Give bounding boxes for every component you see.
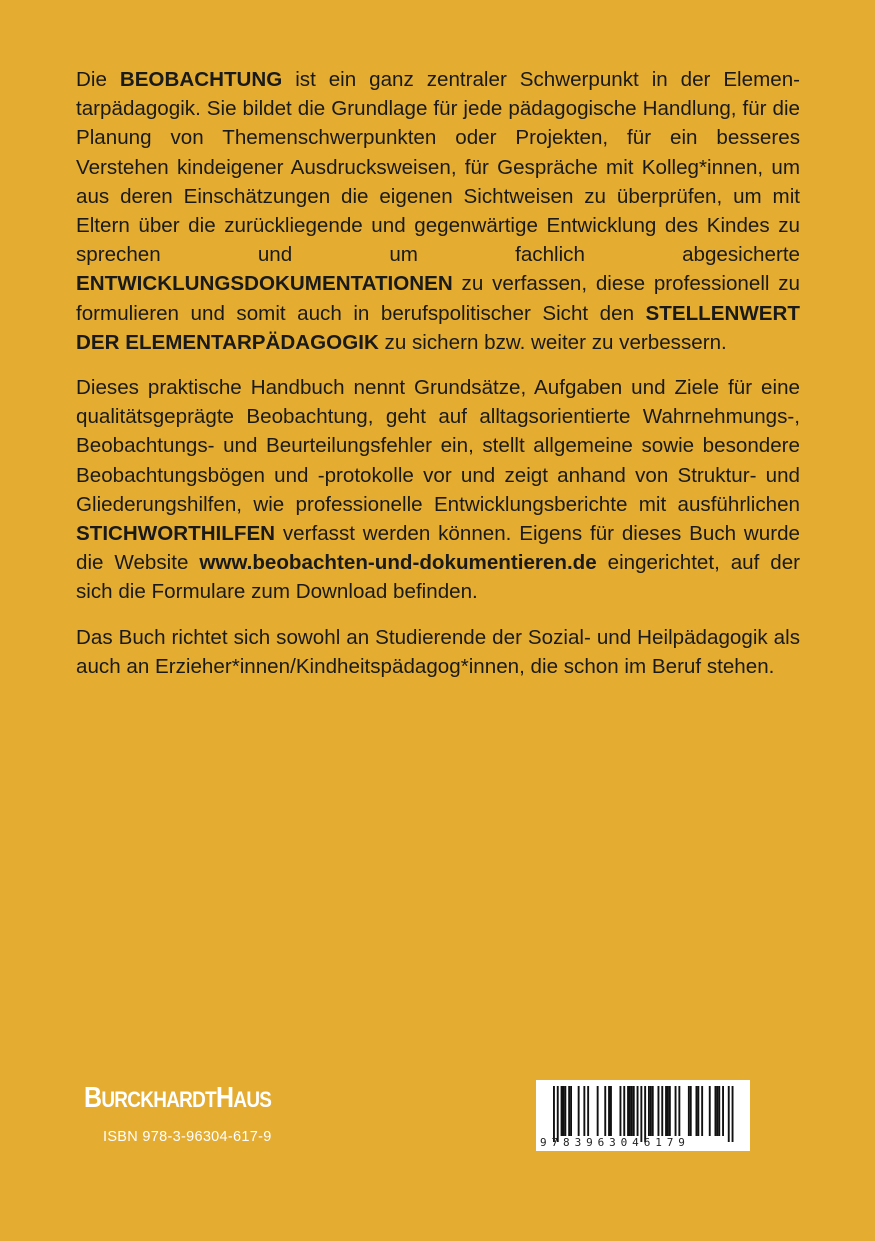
barcode-bar [620, 1086, 622, 1136]
barcode-bar [732, 1086, 734, 1142]
barcode-bar [696, 1086, 698, 1136]
paragraph-1 [76, 65, 800, 357]
barcode-bar [610, 1086, 612, 1136]
barcode-bar [728, 1086, 730, 1142]
barcode-bar [640, 1086, 642, 1142]
barcode-bar [627, 1086, 629, 1136]
barcode-bar [604, 1086, 606, 1136]
barcode-bar [633, 1086, 635, 1136]
barcode-bar [688, 1086, 690, 1136]
barcode-digits: 9783963046179 [540, 1136, 690, 1149]
emphasis-text: STICHWORTHILFEN [76, 522, 276, 546]
barcode-bar [583, 1086, 585, 1136]
barcode-bar [637, 1086, 639, 1136]
barcode-bar [665, 1086, 667, 1136]
barcode-bar [716, 1086, 718, 1136]
barcode-bar [709, 1086, 711, 1136]
barcode-bar [667, 1086, 669, 1136]
barcode-bar [570, 1086, 572, 1136]
barcode-bar [629, 1086, 631, 1136]
body-text: Das Buch richtet sich sowohl an Studierende der Sozial- und Heilpädagogik als auch an Erzieher*innen/Kindheitspädagog*innen, die schon im Beruf stehen. [76, 625, 800, 678]
barcode-bar [718, 1086, 720, 1136]
barcode-bar [648, 1086, 650, 1136]
barcode-bar [697, 1086, 699, 1136]
barcode-bar [675, 1086, 677, 1136]
body-text: Die [76, 68, 120, 91]
logo-initial-h: H [216, 1082, 234, 1114]
paragraph-2 [76, 373, 800, 607]
barcode-bar [644, 1086, 646, 1142]
barcode-bar [650, 1086, 652, 1136]
barcode-bar [678, 1086, 680, 1136]
barcode-bar [661, 1086, 663, 1136]
barcode-bar [587, 1086, 589, 1136]
barcode-bar [563, 1086, 565, 1136]
back-cover-description [76, 65, 800, 697]
barcode-bar [669, 1086, 671, 1136]
barcode-bar [597, 1086, 599, 1136]
barcode-bar [564, 1086, 566, 1136]
isbn-label: ISBN 978-3-96304-617-9 [103, 1129, 272, 1145]
body-text: zu verfassen, diese professionell zu formulieren und somit auch in berufspolitischer Sicht den [76, 272, 800, 325]
body-text: ist ein ganz zentraler Schwerpunkt in der Elementarpädagogik. Sie bildet die Grundlage für jede pädagogische Handlung, für die Planung von Themenschwerpunkten oder Projekten, für ein besseres Verstehen kindeigener Ausdrucksweisen, für Gespräche mit Kolleg*innen, um aus deren Einschätzungen die eigenen Sichtweisen zu überprüfen, um mit Eltern über die zurückliegende und gegenwärtige Entwicklung des Kindes zu sprechen und um fachlich abgesicherte [76, 68, 801, 267]
logo-rest-2: AUS [233, 1087, 272, 1112]
barcode-bar [715, 1086, 717, 1136]
barcode-bar [658, 1086, 660, 1136]
barcode-bar [701, 1086, 703, 1136]
barcode-bar [568, 1086, 570, 1136]
barcode-bar [561, 1086, 563, 1136]
barcode-bar [690, 1086, 692, 1136]
barcode-bar [557, 1086, 559, 1142]
barcode-bar [652, 1086, 654, 1136]
barcode-bar [553, 1086, 555, 1142]
barcode-bar [578, 1086, 580, 1136]
barcode-bar [623, 1086, 625, 1136]
emphasis-text: BEOBACHTUNG [119, 68, 283, 91]
logo-rest-1: URCKHARDT [101, 1087, 217, 1112]
logo-initial-b: B [84, 1082, 102, 1114]
barcode-bar [608, 1086, 610, 1136]
paragraph-3 [76, 623, 800, 681]
publisher-logo [84, 1082, 271, 1115]
barcode [536, 1080, 750, 1151]
body-text: Dieses praktische Handbuch nennt Grundsätze, Aufgaben und Ziele für eine qualitätsgeprägte Beobachtung, geht auf alltagsorientierte Wahrnehmungs-, Beobachtungs- und Beurteilungsfehler ein, stellt allgemeine sowie besondere Beobachtungsbögen und -protokolle vor und zeigt anhand von Struktur- und Gliederungshilfen, wie professionelle Entwicklungsberichte mit ausführlichen [76, 376, 800, 516]
emphasis-text: www.beobachten-und-dokumentieren.de [199, 551, 597, 575]
emphasis-text: STELLENWERT DER ELEMENTARPÄDAGOGIK [76, 301, 800, 354]
barcode-bar [722, 1086, 724, 1136]
barcode-bar [631, 1086, 633, 1136]
emphasis-text: ENTWICKLUNGSDOKUMENTATIONEN [76, 272, 453, 296]
body-text: verfasst werden können. Eigens für dieses Buch wurde die Website [76, 522, 800, 575]
body-text: zu sichern bzw. weiter zu verbessern. [378, 330, 727, 354]
body-text: eingerichtet, auf der sich die Formulare zum Download befinden. [76, 551, 801, 604]
